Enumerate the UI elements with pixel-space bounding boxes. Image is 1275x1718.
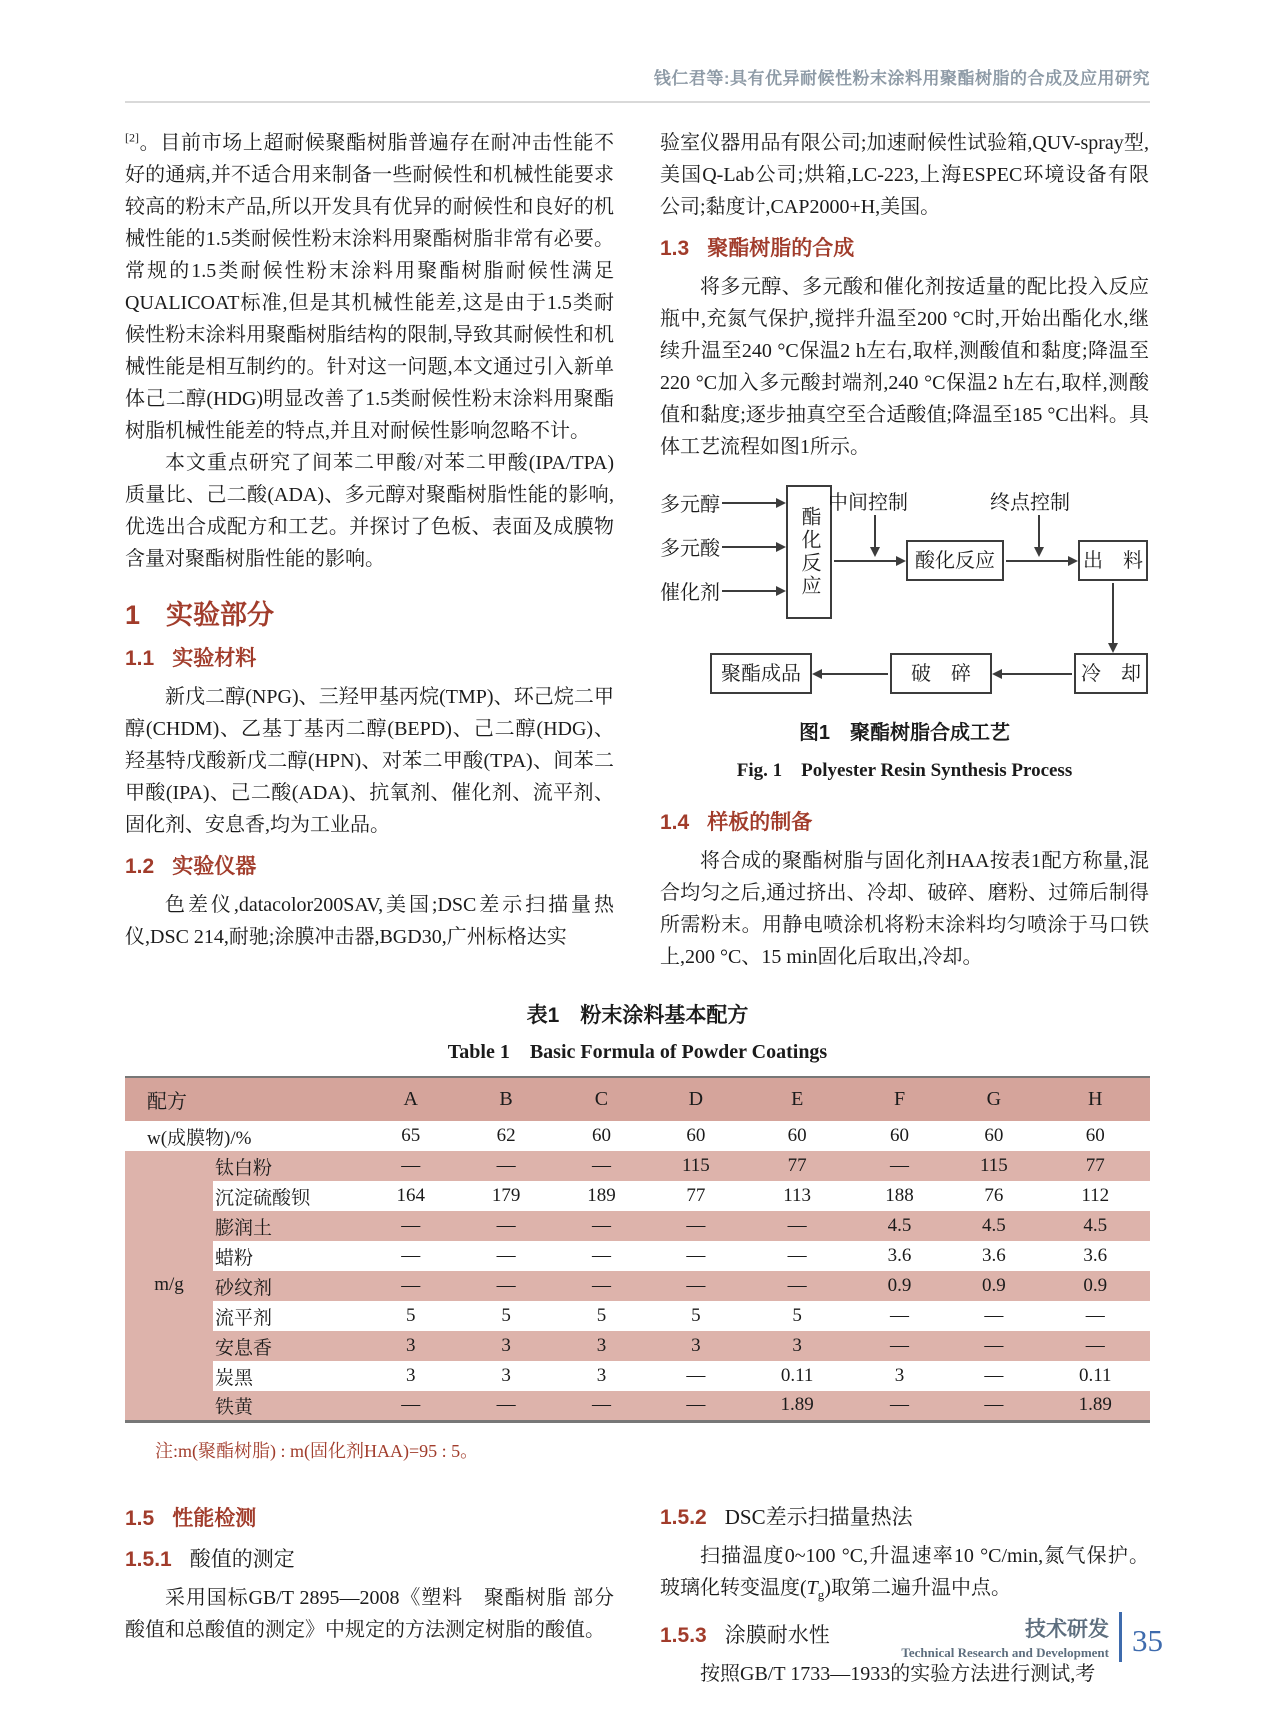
table-row (125, 1211, 1150, 1241)
value-cell: 3 (691, 1335, 701, 1356)
value-cell: — (890, 1394, 910, 1416)
section-title: 涂膜耐水性 (724, 1622, 830, 1647)
section-1-heading (125, 599, 614, 631)
figure-caption-cn: 图1 聚酯树脂合成工艺 (798, 722, 1011, 744)
table-row (125, 1391, 1150, 1421)
value-cell: — (401, 1245, 421, 1266)
value-cell: — (984, 1394, 1004, 1416)
value-cell: 4.5 (887, 1215, 912, 1236)
section-number: 1 (125, 600, 141, 630)
synthesis-paragraph: 将多元醇、多元酸和催化剂按适量的配比投入反应瓶中,充氮气保护,搅拌升温至200 °C时,开始出酯化水,继续升温至240 °C保温2 h左右,取样,测酸值和黏度;降温至220 °C加入多元酸封端剂,240 °C保温2 h左右,取样,测酸值和黏度;逐步抽真空至合适酸值;降温至185 °C出料。具体工艺流程如图1所示。 (660, 276, 1149, 458)
value-cell: 62 (496, 1125, 516, 1146)
value-cell: 3 (596, 1335, 607, 1356)
section-title: 样板的制备 (707, 811, 813, 834)
section-number: 1.1 (125, 647, 155, 670)
tg-symbol: T (806, 1576, 818, 1599)
dsc-text: 扫描温度0~100 °C,升温速率10 °C/min,氮气保护。玻璃化转变温度( (660, 1544, 1149, 1599)
value-cell: — (686, 1394, 706, 1416)
table-title-en: Table 1 Basic Formula of Powder Coatings (447, 1041, 828, 1063)
value-cell: 5 (792, 1305, 802, 1326)
value-cell: 0.9 (982, 1275, 1006, 1296)
section-1-5-heading (125, 1503, 614, 1535)
value-cell: 164 (396, 1185, 425, 1206)
water-resistance-paragraph: 按照GB/T 1733—1933的实验方法进行测试,考 (700, 1662, 1096, 1685)
value-cell: 3.6 (887, 1245, 912, 1266)
value-cell: 115 (980, 1155, 1008, 1176)
value-cell: — (401, 1155, 421, 1176)
header-cell: A (403, 1088, 418, 1110)
value-cell: — (496, 1275, 516, 1296)
section-title: DSC差示扫描量热法 (724, 1504, 913, 1529)
table-row (125, 1301, 1150, 1331)
value-cell: 0.11 (1079, 1365, 1112, 1386)
value-cell: 3.6 (1083, 1245, 1108, 1266)
value-cell: 4.5 (982, 1215, 1006, 1236)
section-number: 1.5.1 (125, 1547, 172, 1571)
value-cell: 4.5 (1083, 1215, 1108, 1236)
section-number: 1.4 (660, 811, 690, 834)
ingredient-label: 流平剂 (215, 1307, 273, 1329)
ingredient-label: 膨润土 (215, 1217, 273, 1239)
figure-1-diagram (660, 485, 1149, 701)
value-cell: — (591, 1275, 611, 1296)
value-cell: 3 (596, 1365, 607, 1386)
diagram-input-catalyst: 催化剂 (660, 582, 720, 604)
diagram-input-polyol: 多元醇 (660, 494, 720, 516)
table-row (125, 1151, 1150, 1181)
header-cell: H (1088, 1088, 1103, 1110)
value-cell: 3 (405, 1335, 416, 1356)
film-content-row (125, 1121, 1150, 1151)
table-row (125, 1271, 1150, 1301)
intro-text: 。目前市场上超耐候聚酯树脂普遍存在耐冲击性能不好的通病,并不适合用来制备一些耐候性和机械性能要求较高的粉末产品,所以开发具有优异的耐候性和良好的机械性能的1.5类耐候性粉末涂料用聚酯树脂非常有必要。常规的1.5类耐候性粉末涂料用聚酯树脂耐候性满足QUALICOAT标准,但是其机械性能差,这是由于1.5类耐候性粉末涂料用聚酯树脂结构的限制,导致其耐候性和机械性能是相互制约的。针对这一问题,本文通过引入新单体己二醇(HDG)明显改善了1.5类耐候性粉末涂料用聚酯树脂机械性能差的特点,并且对耐候性影响忽略不计。 (125, 132, 614, 442)
dsc-text: )取第二遍升温中点。 (824, 1576, 1011, 1599)
value-cell: 77 (1085, 1155, 1105, 1176)
table-1-section (125, 999, 1150, 1463)
value-cell: — (787, 1245, 807, 1266)
value-cell: 60 (787, 1125, 807, 1146)
dsc-paragraph (660, 1540, 1149, 1611)
flow-arrow (834, 560, 904, 562)
row-label: w(成膜物)/% (147, 1127, 252, 1149)
section-number: 1.2 (125, 855, 155, 878)
flow-arrow (722, 546, 784, 548)
instruments-paragraph-right: 验室仪器用品有限公司;加速耐候性试验箱,QUV-spray型,美国Q-Lab公司;烘箱,LC-223,上海ESPEC环境设备有限公司;黏度计,CAP2000+H,美国。 (660, 132, 1149, 218)
section-title: 实验仪器 (172, 855, 257, 878)
ingredient-label: 沉淀硫酸钡 (215, 1187, 311, 1209)
table-note: 注:m(聚酯树脂) : m(固化剂HAA)=95 : 5。 (155, 1440, 479, 1461)
formula-table (125, 1076, 1150, 1423)
flow-arrow (1112, 583, 1114, 651)
value-cell: 0.9 (1083, 1275, 1108, 1296)
value-cell: — (591, 1245, 611, 1266)
acidification-box: 酸化反应 (906, 540, 1004, 581)
header-cell: D (688, 1088, 704, 1110)
value-cell: — (496, 1245, 516, 1266)
value-cell: 77 (787, 1155, 807, 1176)
value-cell: 60 (890, 1125, 910, 1146)
section-1-1-heading (125, 643, 614, 675)
section-number: 1.5 (125, 1506, 155, 1530)
cooling-box: 冷 却 (1074, 653, 1148, 694)
flow-arrow (1006, 560, 1076, 562)
value-cell: — (496, 1215, 516, 1236)
value-cell: 3 (405, 1365, 416, 1386)
value-cell: — (984, 1305, 1004, 1326)
acid-value-paragraph: 采用国标GB/T 2895—2008《塑料 聚酯树脂 部分酸值和总酸值的测定》中规定的方法测定树脂的酸值。 (125, 1586, 614, 1641)
instruments-paragraph-left: 色差仪,datacolor200SAV,美国;DSC差示扫描量热仪,DSC 214,耐驰;涂膜冲击器,BGD30,广州标格达实 (125, 894, 614, 948)
footer-text (901, 1613, 1109, 1661)
value-cell: — (496, 1394, 516, 1416)
product-box: 聚酯成品 (710, 653, 812, 694)
ingredient-label: 安息香 (215, 1337, 273, 1359)
value-cell: — (401, 1394, 421, 1416)
ingredient-label: 炭黑 (215, 1367, 254, 1389)
value-cell: 189 (587, 1185, 616, 1206)
value-cell: — (787, 1215, 807, 1236)
header-cell: G (986, 1088, 1002, 1110)
paragraph-focus: 本文重点研究了间苯二甲酸/对苯二甲酸(IPA/TPA)质量比、己二酸(ADA)、多元醇对聚酯树脂性能的影响,优选出合成配方和工艺。并探讨了色板、表面及成膜物含量对聚酯树脂性能的影响。 (125, 452, 614, 570)
ingredient-label: 铁黄 (215, 1396, 254, 1418)
value-cell: 77 (686, 1185, 706, 1206)
ingredient-label: 砂纹剂 (215, 1277, 273, 1299)
value-cell: 188 (885, 1185, 914, 1206)
flow-arrow (722, 590, 784, 592)
value-cell: — (496, 1155, 516, 1176)
flow-arrow (874, 515, 876, 555)
value-cell: 76 (984, 1185, 1004, 1206)
value-cell: 3 (894, 1365, 905, 1386)
value-cell: — (890, 1155, 910, 1176)
section-title: 实验材料 (172, 647, 257, 670)
section-1-5-2-heading (660, 1501, 1149, 1534)
value-cell: — (890, 1335, 910, 1356)
mid-control-label: 中间控制 (828, 492, 908, 514)
value-cell: 60 (686, 1125, 706, 1146)
flow-arrow (1038, 515, 1040, 555)
value-cell: — (890, 1305, 910, 1326)
section-title: 实验部分 (166, 600, 275, 630)
value-cell: 1.89 (1078, 1394, 1112, 1416)
main-columns (125, 127, 1150, 973)
section-1-4-heading (660, 807, 1149, 839)
value-cell: 3.6 (982, 1245, 1006, 1266)
value-cell: 179 (491, 1185, 521, 1206)
value-cell: 0.11 (780, 1365, 814, 1386)
value-cell: 5 (691, 1305, 701, 1326)
table-header-row (125, 1077, 1150, 1121)
header-cell: C (594, 1088, 609, 1110)
tg-subscript: g (817, 1586, 825, 1602)
crushing-box: 破 碎 (890, 653, 992, 694)
section-title: 性能检测 (172, 1506, 257, 1530)
footer-section-en: Technical Research and Development (901, 1645, 1109, 1660)
bottom-left-column (125, 1493, 614, 1690)
materials-paragraph: 新戊二醇(NPG)、三羟甲基丙烷(TMP)、环己烷二甲醇(CHDM)、乙基丁基丙二醇(BEPD)、己二醇(HDG)、羟基特戊酸新戊二醇(HPN)、对苯二甲酸(TPA)、间苯二甲酸(IPA)、己二酸(ADA)、抗氧剂、催化剂、流平剂、固化剂、安息香,均为工业品。 (125, 686, 614, 836)
value-cell: 65 (401, 1125, 421, 1146)
value-cell: — (1085, 1335, 1105, 1356)
value-cell: 3 (501, 1365, 511, 1386)
table-title-cn: 表1 粉末涂料基本配方 (526, 1004, 749, 1027)
right-column (660, 127, 1149, 973)
unit-cell: m/g (125, 1151, 213, 1421)
running-head: 钱仁君等:具有优异耐候性粉末涂料用聚酯树脂的合成及应用研究 (653, 69, 1150, 88)
value-cell: 5 (596, 1305, 607, 1326)
header-cell: F (893, 1088, 906, 1110)
value-cell: 113 (783, 1185, 812, 1206)
value-cell: — (686, 1275, 706, 1296)
table-row (125, 1331, 1150, 1361)
diagram-input-polyacid: 多元酸 (660, 538, 720, 560)
value-cell: 5 (501, 1305, 511, 1326)
header-cell: E (791, 1088, 804, 1110)
flow-arrow (722, 502, 784, 504)
ingredient-label: 钛白粉 (215, 1157, 273, 1179)
sample-prep-paragraph: 将合成的聚酯树脂与固化剂HAA按表1配方称量,混合均匀之后,通过挤出、冷却、破碎、磨粉、过筛后制得所需粉末。用静电喷涂机将粉末涂料均匀喷涂于马口铁上,200 °C、15 min固化后取出,冷却。 (660, 850, 1149, 968)
value-cell: — (591, 1215, 611, 1236)
citation-superscript: [2] (125, 130, 139, 145)
value-cell: — (591, 1155, 611, 1176)
value-cell: 60 (591, 1125, 611, 1146)
value-cell: 0.9 (887, 1275, 912, 1296)
section-number: 1.5.3 (660, 1623, 707, 1647)
page-number: 35 (1132, 1623, 1163, 1658)
flow-arrow (814, 673, 888, 675)
table-row (125, 1241, 1150, 1271)
table-row (125, 1361, 1150, 1391)
section-number: 1.3 (660, 237, 690, 260)
value-cell: 1.89 (780, 1394, 814, 1416)
value-cell: 115 (681, 1155, 710, 1176)
header-divider (125, 101, 1150, 103)
header-cell: 配方 (147, 1091, 187, 1113)
value-cell: 60 (1085, 1125, 1105, 1146)
formula-table-body (125, 1151, 1150, 1421)
value-cell: 112 (1081, 1185, 1110, 1206)
section-1-2-heading (125, 851, 614, 883)
table-row (125, 1181, 1150, 1211)
value-cell: — (591, 1394, 611, 1416)
value-cell: — (984, 1365, 1004, 1386)
value-cell: 5 (405, 1305, 416, 1326)
ingredient-label: 蜡粉 (215, 1247, 254, 1269)
header-cell: B (499, 1088, 513, 1110)
section-1-3-heading (660, 233, 1149, 265)
esterification-box: 酯化反应 (786, 485, 832, 619)
discharge-box: 出 料 (1078, 540, 1148, 581)
value-cell: — (686, 1245, 706, 1266)
flow-arrow (994, 673, 1072, 675)
page-footer (901, 1612, 1163, 1662)
value-cell: — (1085, 1305, 1105, 1326)
footer-divider-bar (1119, 1612, 1122, 1662)
section-title: 聚酯树脂的合成 (707, 237, 855, 260)
value-cell: 3 (501, 1335, 511, 1356)
section-number: 1.5.2 (660, 1505, 707, 1529)
value-cell: — (686, 1215, 706, 1236)
left-column (125, 127, 614, 973)
value-cell: — (401, 1215, 421, 1236)
figure-caption-en: Fig. 1 Polyester Resin Synthesis Process (736, 760, 1073, 781)
value-cell: — (984, 1335, 1004, 1356)
value-cell: — (686, 1365, 706, 1386)
footer-section-cn: 技术研发 (1025, 1618, 1109, 1641)
value-cell: 3 (792, 1335, 802, 1356)
value-cell: — (787, 1275, 807, 1296)
end-control-label: 终点控制 (990, 492, 1070, 514)
value-cell: 60 (984, 1125, 1004, 1146)
section-1-5-1-heading (125, 1543, 614, 1576)
value-cell: — (401, 1275, 421, 1296)
section-title: 酸值的测定 (189, 1546, 295, 1571)
paragraph-intro (125, 127, 614, 447)
